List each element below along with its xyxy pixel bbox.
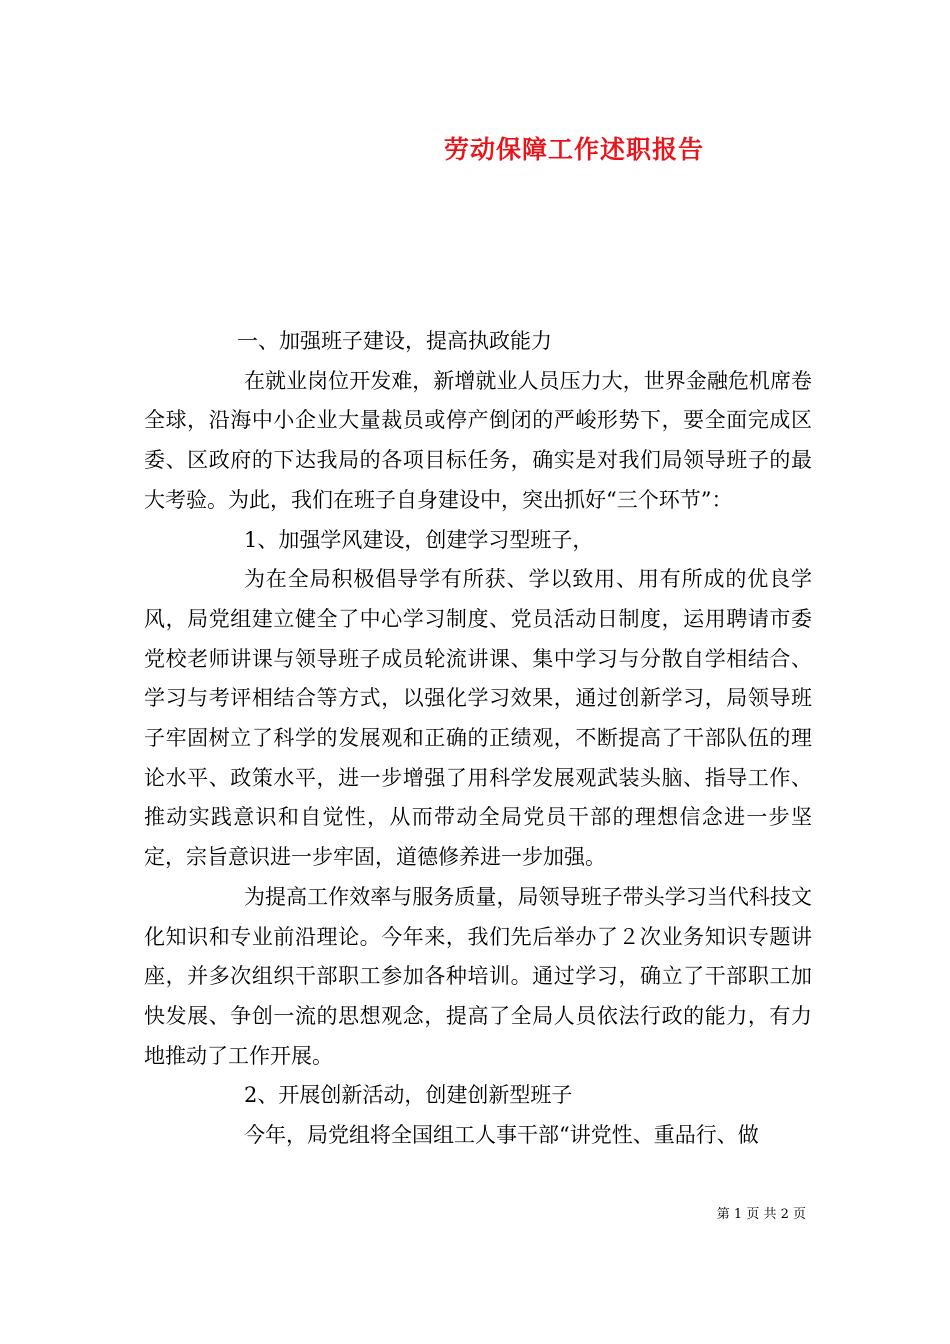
body-paragraph: 在就业岗位开发难，新增就业人员压力大，世界金融危机席卷全球，沿海中小企业大量裁员或停产倒闭的严峻形势下，要全面完成区委、区政府的下达我局的各项目标任务，确实是对我们局领导班子的最大考验。为此，我们在班子自身建设中，突出抓好“三个环节”： <box>144 368 812 512</box>
subsection-heading: 1、加强学风建设，创建学习型班子， <box>244 527 594 552</box>
page-number: 第 1 页 共 2 页 <box>716 1207 806 1222</box>
document-body <box>144 322 812 1156</box>
body-paragraph: 为提高工作效率与服务质量，局领导班子带头学习当代科技文化知识和专业前沿理论。今年来，我们先后举办了２次业务知识专题讲座，并多次组织干部职工参加各种培训。通过学习，确立了干部职工加快发展、争创一流的思想观念，提高了全局人员依法行政的能力，有力地推动了工作开展。 <box>144 884 812 1068</box>
subsection-heading: 2、开展创新活动，创建创新型班子 <box>244 1083 573 1108</box>
body-paragraph: 今年，局党组将全国组工人事干部“讲党性、重品行、做 <box>244 1123 759 1148</box>
document-title: 劳动保障工作述职报告 <box>443 135 704 164</box>
section-heading: 一、加强班子建设，提高执政能力 <box>237 329 552 353</box>
body-paragraph: 为在全局积极倡导学有所获、学以致用、用有所成的优良学风，局党组建立健全了中心学习制度、党员活动日制度，运用聘请市委党校老师讲课与领导班子成员轮流讲课、集中学习与分散自学相结合、学习与考评相结合等方式，以强化学习效果，通过创新学习，局领导班子牢固树立了科学的发展观和正确的正绩观，不断提高了干部队伍的理论水平、政策水平，进一步增强了用科学发展观武装头脑、指导工作、推动实践意识和自觉性，从而带动全局党员干部的理想信念进一步坚定，宗旨意识进一步牢固，道德修养进一步加强。 <box>144 567 812 870</box>
